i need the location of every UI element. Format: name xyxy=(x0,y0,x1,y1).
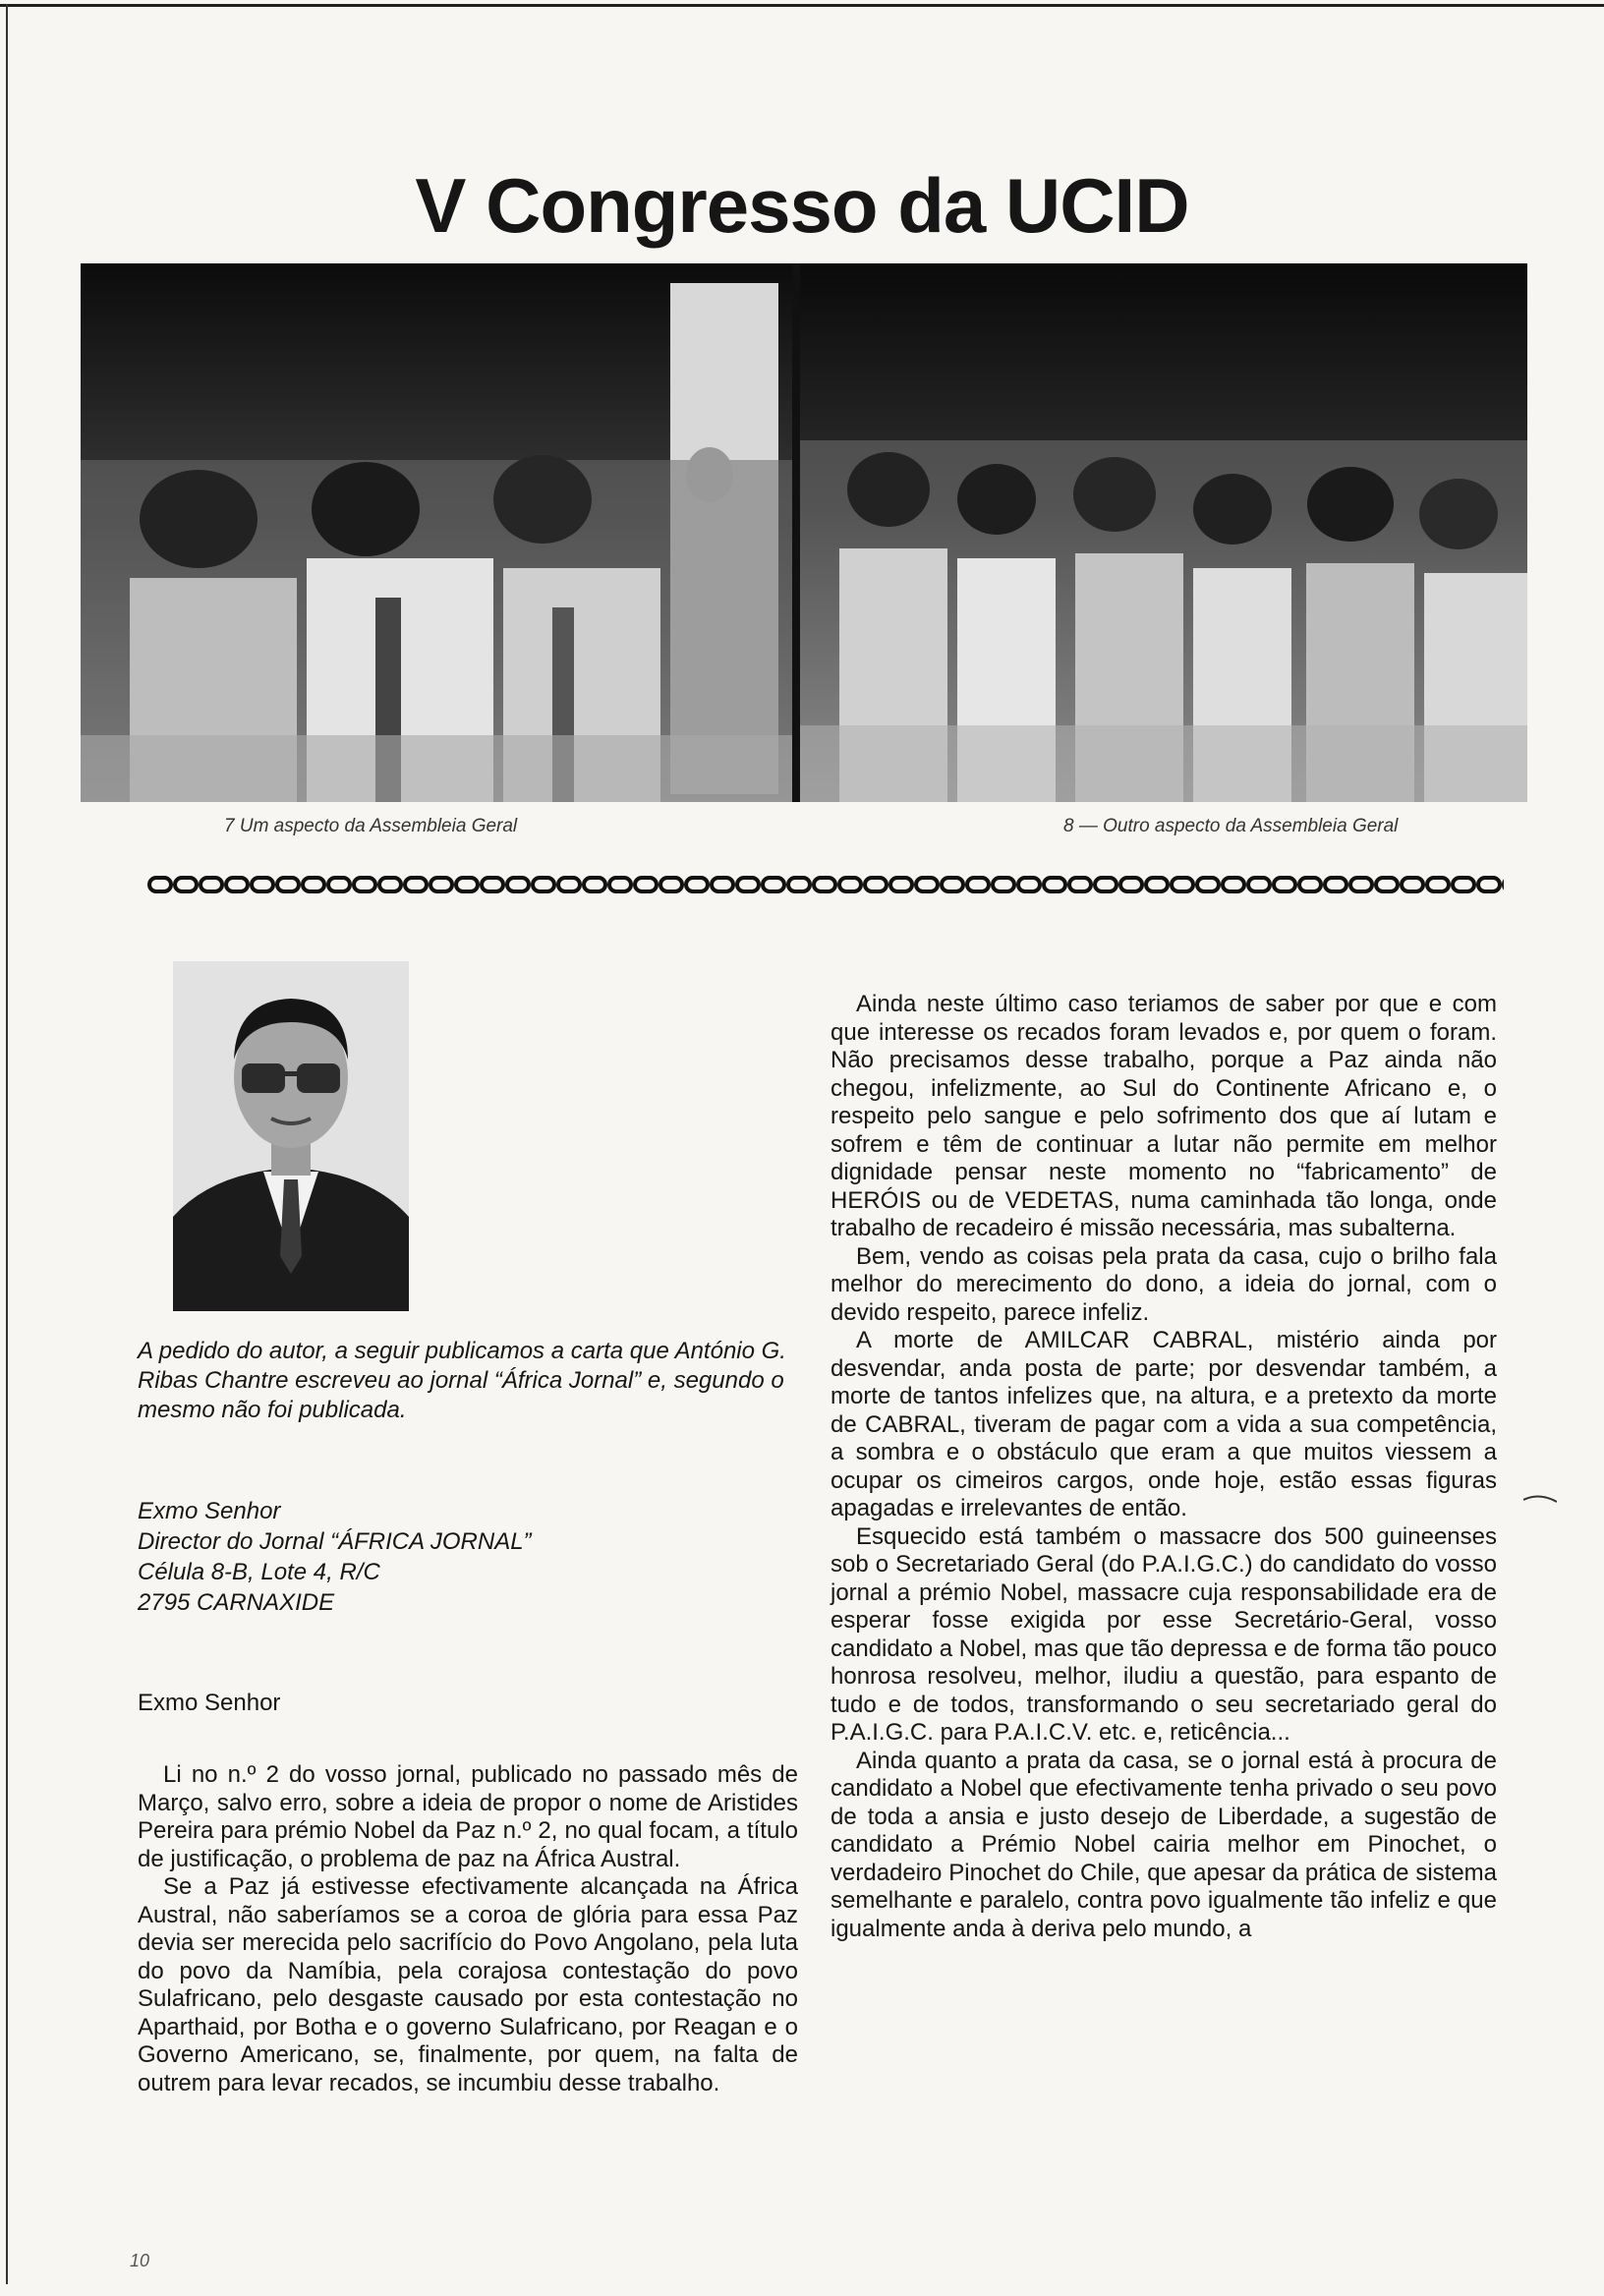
photo-caption-1: 7 Um aspecto da Assembleia Geral xyxy=(224,816,518,836)
letter-paragraph: Li no n.º 2 do vosso jornal, publicado no passado mês de Março, salvo erro, sobre a ideia de propor o nome de Aristides Pereira para prémio Nobel da Paz n.º 2, no qual focam, a título de justificação, o problema de paz na África Austral. xyxy=(138,1761,798,1872)
article-title: V Congresso da UCID xyxy=(415,162,1189,250)
address-line-2: Director do Jornal “ÁFRICA JORNAL” xyxy=(138,1528,532,1555)
margin-mark xyxy=(1523,1494,1557,1504)
letter-paragraph: A morte de AMILCAR CABRAL, mistério ainda por desvendar, anda posta de parte; por desvendar também, a morte de tantos infelizes que, na altura, e a pretexto da morte de CABRAL, tiveram de pagar com a vida a sua competência, a sombra e o obstáculo que eram a que muitos viessem a ocupar os cimeiros cargos, onde hoje, estão essas figuras apagadas e irrelevantes de então. xyxy=(831,1327,1497,1521)
assembly-photo-1 xyxy=(81,263,792,802)
letter-paragraph: Esquecido está também o massacre dos 500 guineenses sob o Secretariado Geral (do P.A.I.G.C.) do candidato do vosso jornal a prémio Nobel, massacre cuja responsabilidade era de esperar fosse exigida por esse Secretário-Geral, vosso candidato a Nobel, mas que tão depressa e de forma tão pouco honrosa resolveu, melhor, iludiu a questão, para espanto de tudo e de todos, transformando o seu secretariado geral do P.A.I.G.C. para P.A.I.C.V. etc. e, reticência... xyxy=(831,1522,1497,1746)
address-line-4: 2795 CARNAXIDE xyxy=(138,1589,335,1616)
letter-paragraph: Bem, vendo as coisas pela prata da casa, cujo o brilho fala melhor do merecimento do dono, a ideia do jornal, com o devido respeito, parece infeliz. xyxy=(831,1242,1497,1326)
photo-caption-2: 8 — Outro aspecto da Assembleia Geral xyxy=(1063,816,1399,836)
page-number: 10 xyxy=(130,2251,150,2270)
assembly-photo-2 xyxy=(800,263,1527,802)
decorative-chain-divider xyxy=(147,873,1504,896)
address-line-1: Exmo Senhor xyxy=(138,1498,281,1524)
letter-paragraph: Ainda quanto a prata da casa, se o jornal está à procura de candidato a Nobel que efectivamente tenha privado o seu povo de toda a ansia e justo desejo de Liberdade, a sugestão de candidato a Prémio Nobel cairia melhor em Pinochet, o verdadeiro Pinochet do Chile, que apesar da prática de sistema semelhante e paralelo, contra povo igualmente tão infeliz e que igualmente anda à deriva pelo mundo, a xyxy=(831,1747,1497,1942)
letter-paragraph: Ainda neste último caso teriamos de saber por que e com que interesse os recados foram levados e, por quem o foram. Não precisamos desse trabalho, porque a Paz ainda não chegou, infelizmente, ao Sul do Continente Africano e, o respeito pelo sangue e pelo sofrimento dos que aí lutam e sofrem e têm de continuar a lutar não permite em melhor dignidade pensar neste momento no “fabricamento” de HERÓIS ou de VEDETAS, numa caminhada tão longa, onde trabalho de recadeiro é missão necessária, mas subalterna. xyxy=(831,991,1497,1241)
photo-strip xyxy=(81,263,1527,802)
recipient-address xyxy=(138,1496,798,1618)
left-column xyxy=(138,1337,798,2097)
right-column xyxy=(831,991,1497,1943)
address-line-3: Célula 8-B, Lote 4, R/C xyxy=(138,1559,380,1585)
letter-salutation: Exmo Senhor xyxy=(138,1690,281,1716)
letter-paragraph: Se a Paz já estivesse efectivamente alcançada na África Austral, não saberíamos se a coroa de glória para essa Paz devia ser merecida pelo sacrifício do Povo Angolano, pela luta do povo da Namíbia, pela corajosa contestação do povo Sulafricano, pelo desgaste causado por esta contestação no Aparthaid, por Botha e o governo Sulafricano, por Reagan e o Governo Americano, se, finalmente, por quem, na falta de outrem para levar recados, se incumbiu desse trabalho. xyxy=(138,1873,798,2096)
author-portrait xyxy=(173,961,409,1311)
top-border-rule xyxy=(0,4,1604,7)
left-border-rule xyxy=(6,4,8,2284)
editor-intro: A pedido do autor, a seguir publicamos a carta que António G. Ribas Chantre escreveu ao jornal “África Jornal” e, segundo o mesmo não foi publicada. xyxy=(138,1338,786,1423)
